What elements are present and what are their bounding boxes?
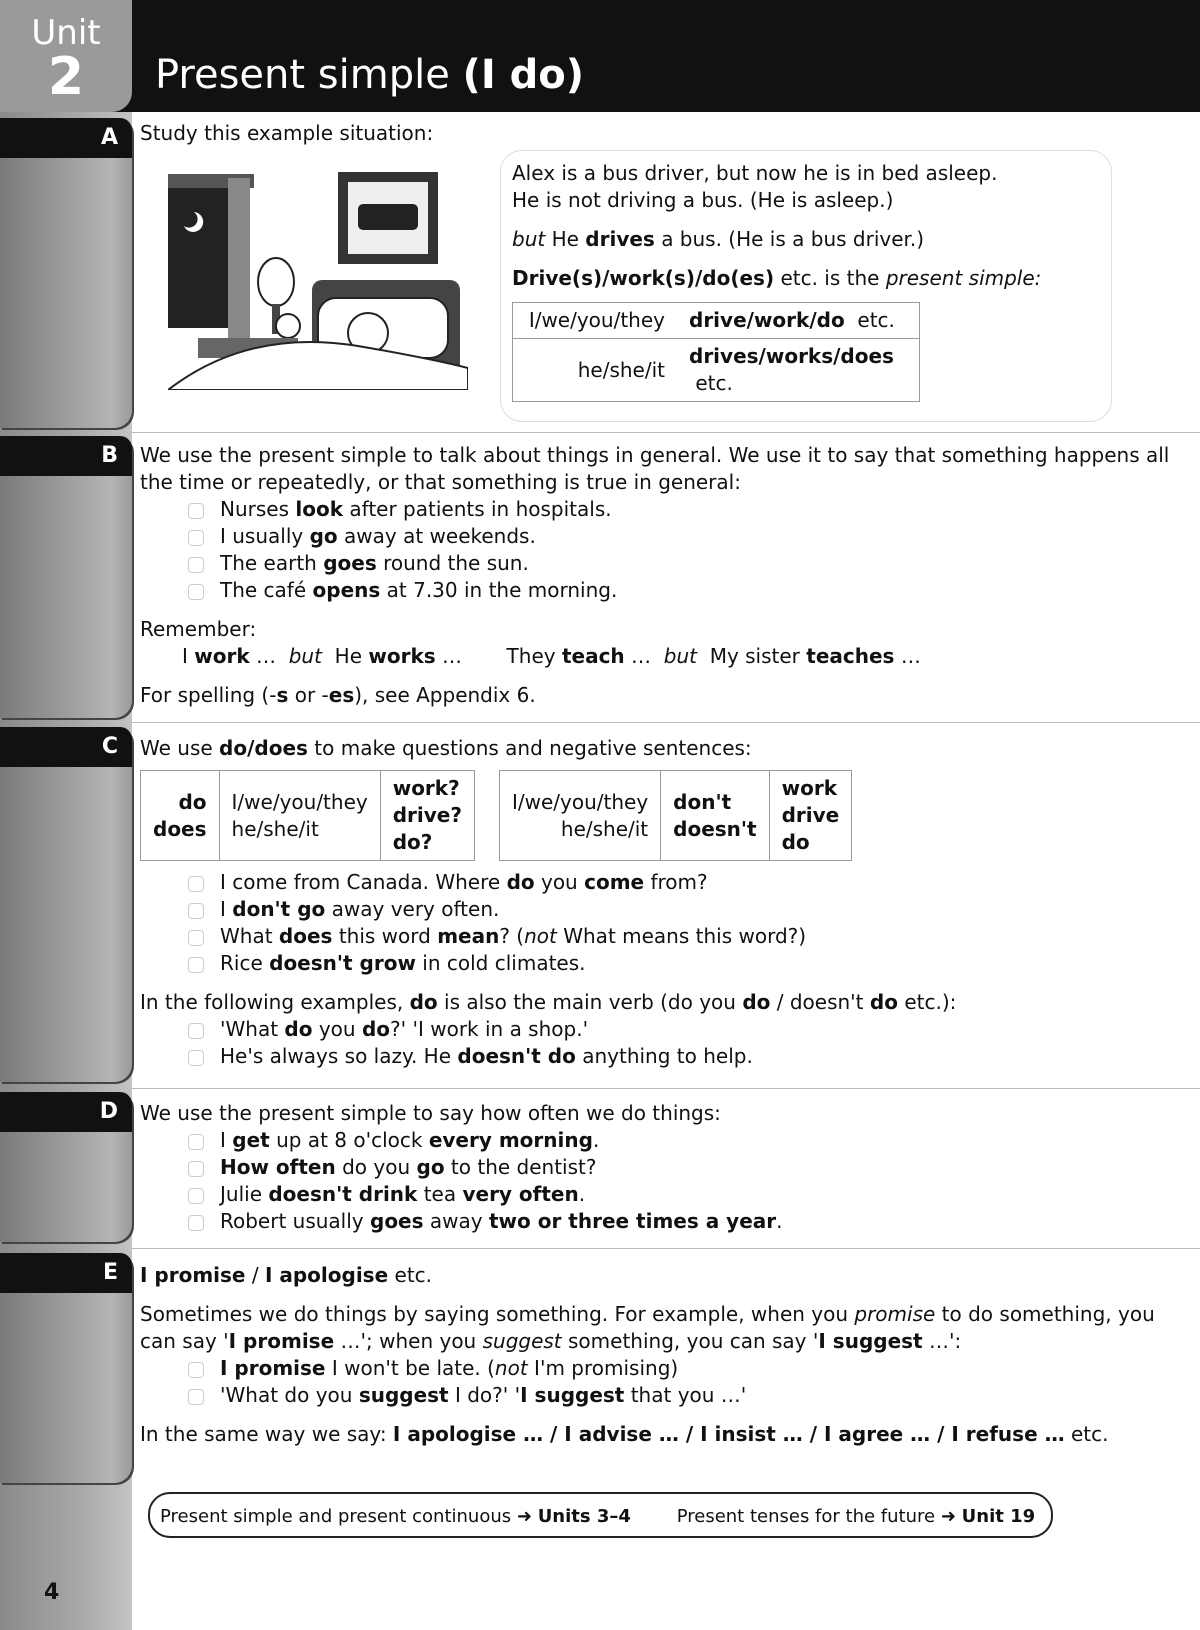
text: away at weekends. xyxy=(344,524,536,548)
situation-line-1: Alex is a bus driver, but now he is in bed asleep. xyxy=(512,161,998,185)
text: I do?' ' xyxy=(454,1383,521,1407)
study-intro: Study this example situation: xyxy=(140,121,434,145)
situation-line-4 xyxy=(512,265,1072,292)
bold: mean xyxy=(437,924,500,948)
bold: I suggest xyxy=(520,1383,625,1407)
subject: he/she/it xyxy=(560,816,649,841)
section-tab-d xyxy=(0,1092,132,1242)
text: The café xyxy=(220,578,307,602)
text: 'What xyxy=(220,1017,279,1041)
text: My sister xyxy=(709,644,800,668)
verb: drive/work/do xyxy=(689,308,845,332)
unit-number: 2 xyxy=(47,47,85,107)
verb-cell xyxy=(769,771,852,861)
example-line xyxy=(140,1181,1170,1208)
text: anything to help. xyxy=(582,1044,753,1068)
bus-icon xyxy=(358,204,418,230)
example-line xyxy=(140,869,1170,896)
text: etc. xyxy=(1064,1422,1109,1446)
bold: do xyxy=(742,990,771,1014)
conjugation-table xyxy=(512,302,920,402)
text: …': xyxy=(922,1329,962,1353)
subject: I/we/you/they xyxy=(511,789,649,814)
bold: doesn't do xyxy=(457,1044,576,1068)
text: you xyxy=(318,1017,356,1041)
ref2-text: Present tenses for the future xyxy=(676,1506,936,1527)
text: What xyxy=(220,924,273,948)
divider-cd xyxy=(132,1088,1200,1089)
text: etc. xyxy=(388,1263,433,1287)
bold: does xyxy=(278,924,333,948)
ref1-text: Present simple and present continuous xyxy=(160,1506,512,1527)
bold-verb: go xyxy=(309,524,338,548)
section-letter-d: D xyxy=(0,1092,132,1132)
text: In the same way we say: xyxy=(140,1422,387,1446)
bold: get xyxy=(232,1128,270,1152)
text: They xyxy=(506,644,556,668)
unit-badge xyxy=(0,0,132,112)
bold: come xyxy=(584,870,645,894)
section-letter-c: C xyxy=(0,727,132,767)
not-word: not xyxy=(494,1356,528,1380)
text: ?' 'I work in a shop.' xyxy=(390,1017,589,1041)
verb: work? xyxy=(392,776,460,800)
but-word: but xyxy=(288,644,322,668)
section-e-content xyxy=(140,1262,1170,1448)
verb: drives/works/does xyxy=(689,344,894,368)
text: ), see Appendix 6. xyxy=(354,683,536,707)
but-word: but xyxy=(512,227,546,251)
lamp-shade xyxy=(258,258,294,306)
example-line xyxy=(140,496,1170,523)
text: this word xyxy=(338,924,431,948)
bold: do xyxy=(361,1017,390,1041)
table-row xyxy=(513,303,920,339)
text: Rice xyxy=(220,951,263,975)
section-tab-c xyxy=(0,727,132,1082)
subject-cell: he/she/it xyxy=(513,339,678,402)
text: . xyxy=(592,1128,600,1152)
text: ? ( xyxy=(499,924,525,948)
section-b-content xyxy=(140,442,1170,709)
bold-verb: teaches xyxy=(806,644,895,668)
example-line xyxy=(140,1208,1170,1235)
bold: I suggest xyxy=(818,1329,923,1353)
example-line xyxy=(140,896,1170,923)
text: I'm promising) xyxy=(527,1356,679,1380)
text: He xyxy=(551,227,579,251)
bold-aux: do/does xyxy=(219,736,308,760)
bold: do xyxy=(869,990,898,1014)
ellipsis: … xyxy=(256,644,277,668)
bold: I promise xyxy=(220,1356,326,1380)
example-line xyxy=(140,550,1170,577)
text: He's always so lazy. He xyxy=(220,1044,452,1068)
text: a bus. (He is a bus driver.) xyxy=(661,227,925,251)
bold: goes xyxy=(370,1209,424,1233)
verb-cell xyxy=(677,339,920,402)
text: I xyxy=(220,1128,226,1152)
ellipsis: … xyxy=(631,644,652,668)
aux: don't xyxy=(673,789,732,814)
verb: drive? xyxy=(392,803,462,827)
verb-cell xyxy=(380,771,474,861)
section-letter-e: E xyxy=(0,1253,132,1293)
section-d-intro: We use the present simple to say how often we do things: xyxy=(140,1101,721,1125)
bold-list: I apologise … / I advise … / I insist … / I agree … / I refuse … xyxy=(392,1422,1065,1446)
bold: How often xyxy=(220,1155,336,1179)
question-table xyxy=(140,770,475,861)
aux-cell xyxy=(661,771,769,861)
bold-verb: look xyxy=(295,497,344,521)
text: The earth xyxy=(220,551,317,575)
text: We use xyxy=(140,736,213,760)
title-bold: (I do) xyxy=(462,52,585,98)
ellipsis: … xyxy=(900,644,921,668)
text: I xyxy=(220,897,226,921)
text: to do something, you can say ' xyxy=(140,1302,1155,1353)
section-letter-b: B xyxy=(0,436,132,476)
text: Julie xyxy=(220,1182,262,1206)
situation-line-2: He is not driving a bus. (He is asleep.) xyxy=(512,188,894,212)
bold-forms: Drive(s)/work(s)/do(es) xyxy=(512,266,775,290)
bold-verb: opens xyxy=(312,578,381,602)
bold-verb: goes xyxy=(323,551,377,575)
text: from? xyxy=(650,870,708,894)
text: . xyxy=(578,1182,586,1206)
text: . xyxy=(776,1209,783,1233)
bold: do xyxy=(284,1017,313,1041)
page-number: 4 xyxy=(44,1580,60,1605)
bold: two or three times a year xyxy=(488,1209,777,1233)
not-word: not xyxy=(524,924,557,948)
section-d-content xyxy=(140,1100,1170,1235)
section-b-intro: We use the present simple to talk about things in general. We use it to say that something happens all the time or repeatedly, or that something is true in general: xyxy=(140,443,1170,494)
bold-verb: drives xyxy=(585,227,655,251)
cross-reference-footer xyxy=(148,1492,1053,1538)
verb: drive xyxy=(781,803,840,827)
divider-de xyxy=(132,1248,1200,1249)
bold: I promise xyxy=(228,1329,335,1353)
text: to the dentist? xyxy=(450,1155,597,1179)
bold-suffix: s xyxy=(276,683,289,707)
text: Sometimes we do things by saying something. For example, when you xyxy=(140,1302,849,1326)
italic: promise xyxy=(854,1302,936,1326)
text: away xyxy=(429,1209,483,1233)
text: …'; when you xyxy=(334,1329,477,1353)
section-tab-b xyxy=(0,436,132,718)
subject-cell xyxy=(499,771,660,861)
text: up at 8 o'clock xyxy=(276,1128,423,1152)
ref1-target-link[interactable]: Units 3–4 xyxy=(537,1506,631,1527)
text: I usually xyxy=(220,524,304,548)
verb: work xyxy=(781,776,837,800)
text: at 7.30 in the morning. xyxy=(386,578,618,602)
bold: do xyxy=(409,990,438,1014)
ref2-target-link[interactable]: Unit 19 xyxy=(961,1506,1036,1527)
example-line xyxy=(140,1127,1170,1154)
table-row xyxy=(499,771,851,861)
situation-line-3 xyxy=(512,226,1072,253)
aux: do xyxy=(178,789,207,814)
text: In the following examples, xyxy=(140,990,404,1014)
text: / xyxy=(245,1263,265,1287)
table-row xyxy=(141,771,475,861)
section-a-intro xyxy=(140,120,1170,147)
bold-suffix: es xyxy=(328,683,355,707)
text: in cold climates. xyxy=(422,951,586,975)
text: etc.): xyxy=(904,990,957,1014)
same-way-note xyxy=(140,1421,1170,1448)
text: after patients in hospitals. xyxy=(349,497,612,521)
italic: suggest xyxy=(482,1329,562,1353)
example-line xyxy=(140,1016,1170,1043)
bold: doesn't drink xyxy=(268,1182,418,1206)
remember-examples xyxy=(140,643,1170,670)
bold-verb: work xyxy=(194,644,250,668)
example-line xyxy=(140,523,1170,550)
text: What means this word?) xyxy=(556,924,807,948)
section-e-paragraph xyxy=(140,1301,1170,1355)
text: you xyxy=(540,870,578,894)
bold: don't go xyxy=(232,897,326,921)
divider-bc xyxy=(132,722,1200,723)
text: Nurses xyxy=(220,497,290,521)
bold: go xyxy=(416,1155,445,1179)
section-e-heading xyxy=(140,1262,1170,1289)
text: He xyxy=(334,644,363,668)
verb-cell xyxy=(677,303,920,339)
bold: I apologise xyxy=(264,1263,389,1287)
section-a-text xyxy=(512,160,1072,402)
section-c-intro xyxy=(140,735,1170,762)
alarm-clock-icon xyxy=(276,314,300,338)
verb: do xyxy=(781,830,810,854)
but-word: but xyxy=(663,644,697,668)
section-tab-a xyxy=(0,118,132,428)
curtain xyxy=(228,178,250,338)
text: / doesn't xyxy=(776,990,864,1014)
table-row xyxy=(513,339,920,402)
negative-table xyxy=(499,770,852,861)
page-title xyxy=(155,52,584,98)
section-letter-a: A xyxy=(0,118,132,158)
example-line xyxy=(140,923,1170,950)
divider-ab xyxy=(132,432,1200,433)
text: tea xyxy=(423,1182,457,1206)
subject: I/we/you/they xyxy=(231,789,368,814)
main-verb-note xyxy=(140,989,1170,1016)
text: something, you can say ' xyxy=(568,1329,819,1353)
text: away very often. xyxy=(331,897,500,921)
etc: etc. xyxy=(695,371,733,395)
bold-verb: works xyxy=(368,644,436,668)
etc: etc. xyxy=(857,308,895,332)
text: that you …' xyxy=(630,1383,747,1407)
text: to make questions and negative sentences: xyxy=(314,736,752,760)
section-tab-e xyxy=(0,1253,132,1483)
title-plain: Present simple xyxy=(155,52,450,98)
illustration-sleeping-bus-driver xyxy=(168,168,468,390)
bold: every morning xyxy=(428,1128,593,1152)
example-line xyxy=(140,1154,1170,1181)
arrow-right-icon: ➜ xyxy=(940,1506,956,1527)
remember-label: Remember: xyxy=(140,617,257,641)
text: I come from Canada. Where xyxy=(220,870,501,894)
text: I won't be late. ( xyxy=(325,1356,495,1380)
bold: suggest xyxy=(358,1383,449,1407)
unit-word: Unit xyxy=(31,13,101,53)
subject-cell: I/we/you/they xyxy=(513,303,678,339)
bold: very often xyxy=(462,1182,579,1206)
aux: doesn't xyxy=(673,816,757,841)
bold: I promise xyxy=(140,1263,246,1287)
text: is also the main verb (do you xyxy=(444,990,736,1014)
text: round the sun. xyxy=(383,551,529,575)
example-line xyxy=(140,577,1170,604)
section-c-content xyxy=(140,735,1170,1070)
arrow-right-icon: ➜ xyxy=(516,1506,532,1527)
example-line xyxy=(140,1382,1170,1409)
example-line xyxy=(140,950,1170,977)
aux-cell xyxy=(141,771,220,861)
italic-term: present simple: xyxy=(885,266,1042,290)
bold-verb: teach xyxy=(561,644,625,668)
example-line xyxy=(140,1043,1170,1070)
text: I xyxy=(182,644,188,668)
text: do you xyxy=(342,1155,411,1179)
text: or - xyxy=(288,683,329,707)
bold: doesn't grow xyxy=(269,951,416,975)
text: Robert usually xyxy=(220,1209,364,1233)
text: 'What do you xyxy=(220,1383,353,1407)
spelling-note xyxy=(140,682,1170,709)
text: etc. is the xyxy=(780,266,880,290)
example-line xyxy=(140,1355,1170,1382)
verb: do? xyxy=(392,830,433,854)
subject: he/she/it xyxy=(231,816,319,841)
bold: do xyxy=(506,870,535,894)
text: For spelling (- xyxy=(140,683,277,707)
ellipsis: … xyxy=(442,644,463,668)
subject-cell xyxy=(219,771,380,861)
aux: does xyxy=(153,816,207,841)
